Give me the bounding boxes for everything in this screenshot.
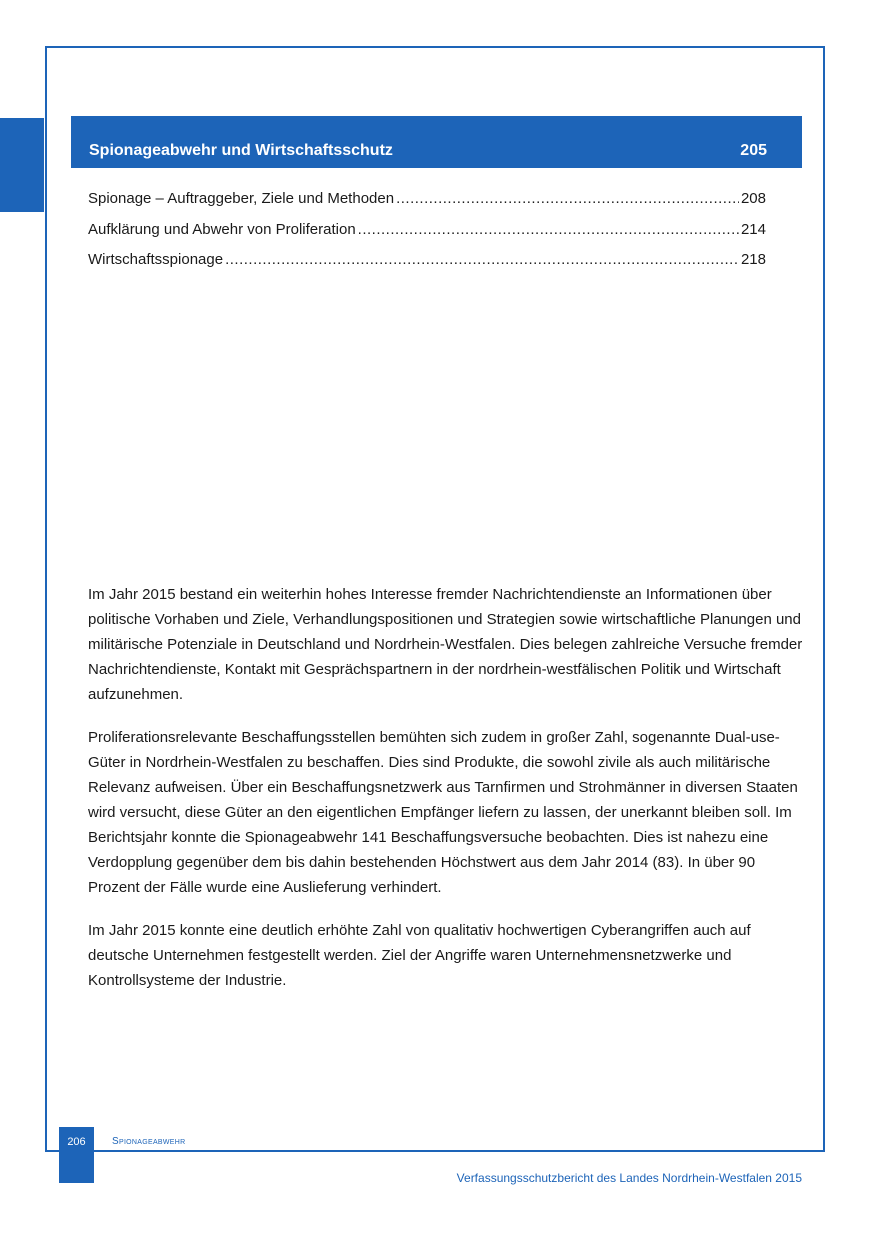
chapter-page: 205: [740, 142, 767, 159]
paragraph: Im Jahr 2015 konnte eine deutlich erhöhte Zahl von qualitativ hochwertigen Cyberangriffen auch auf deutsche Unternehmen festgestellt werden. Ziel der Angriffe waren Unternehmensnetzwerke und Kontrollsysteme der Industrie.: [88, 922, 751, 989]
toc-entry[interactable]: [88, 221, 766, 252]
page-number-box: [59, 1127, 94, 1183]
page-number: 206: [67, 1136, 86, 1148]
chapter-title: Spionageabwehr und Wirtschaftsschutz: [89, 142, 393, 159]
toc-entry-page: 208: [740, 190, 766, 207]
chapter-side-tab: [0, 118, 44, 212]
running-section-label: Spionageabwehr: [112, 1136, 186, 1147]
toc-entry-title: Aufklärung und Abwehr von Proliferation: [88, 220, 356, 238]
table-of-contents: [88, 190, 766, 282]
toc-leader-dots: [225, 251, 739, 268]
toc-leader-dots: [396, 190, 739, 207]
toc-entry[interactable]: [88, 251, 766, 282]
chapter-header: [71, 116, 802, 168]
toc-entry-page: 218: [740, 251, 766, 268]
toc-entry[interactable]: [88, 190, 766, 221]
paragraph: Im Jahr 2015 bestand ein weiterhin hohes Interesse fremder Nachrichtendienste an Informationen über politische Vorhaben und Ziele, Verhandlungspositionen und Strategien sowie wirtschaftliche Planungen und militärische Potenziale in Deutschland und Nordrhein-Westfalen. Dies belegen zahlreiche Versuche fremder Nachrichtendienste, Kontakt mit Gesprächspartnern in der nordrhein-westfälischen Politik und Wirtschaft aufzunehmen.: [88, 586, 803, 703]
intro-text: [88, 582, 804, 1011]
paragraph: Proliferationsrelevante Beschaffungsstellen bemühten sich zudem in großer Zahl, sogenannte Dual-use-Güter in Nordrhein-Westfalen zu beschaffen. Dies sind Produkte, die sowohl zivile als auch militärische Relevanz aufweisen. Über ein Beschaffungsnetzwerk aus Tarnfirmen und Strohmänner in diversen Staaten wird versucht, diese Güter an den eigentlichen Empfänger liefern zu lassen, der unerkannt bleiben soll. Im Berichtsjahr konnte die Spionageabwehr 141 Beschaffungsversuche beobachten. Dies ist nahezu eine Verdopplung gegenüber dem bis dahin bestehenden Höchstwert aus dem Jahr 2014 (83). In über 90 Prozent der Fälle wurde eine Auslieferung verhindert.: [88, 729, 798, 896]
toc-entry-title: Wirtschaftsspionage: [88, 251, 224, 268]
publication-footer: Verfassungsschutzbericht des Landes Nordrhein-Westfalen 2015: [456, 1171, 802, 1185]
toc-entry-title: Spionage – Auftraggeber, Ziele und Methoden: [88, 190, 395, 207]
toc-entry-page: 214: [740, 220, 766, 238]
toc-leader-dots: [358, 221, 739, 238]
